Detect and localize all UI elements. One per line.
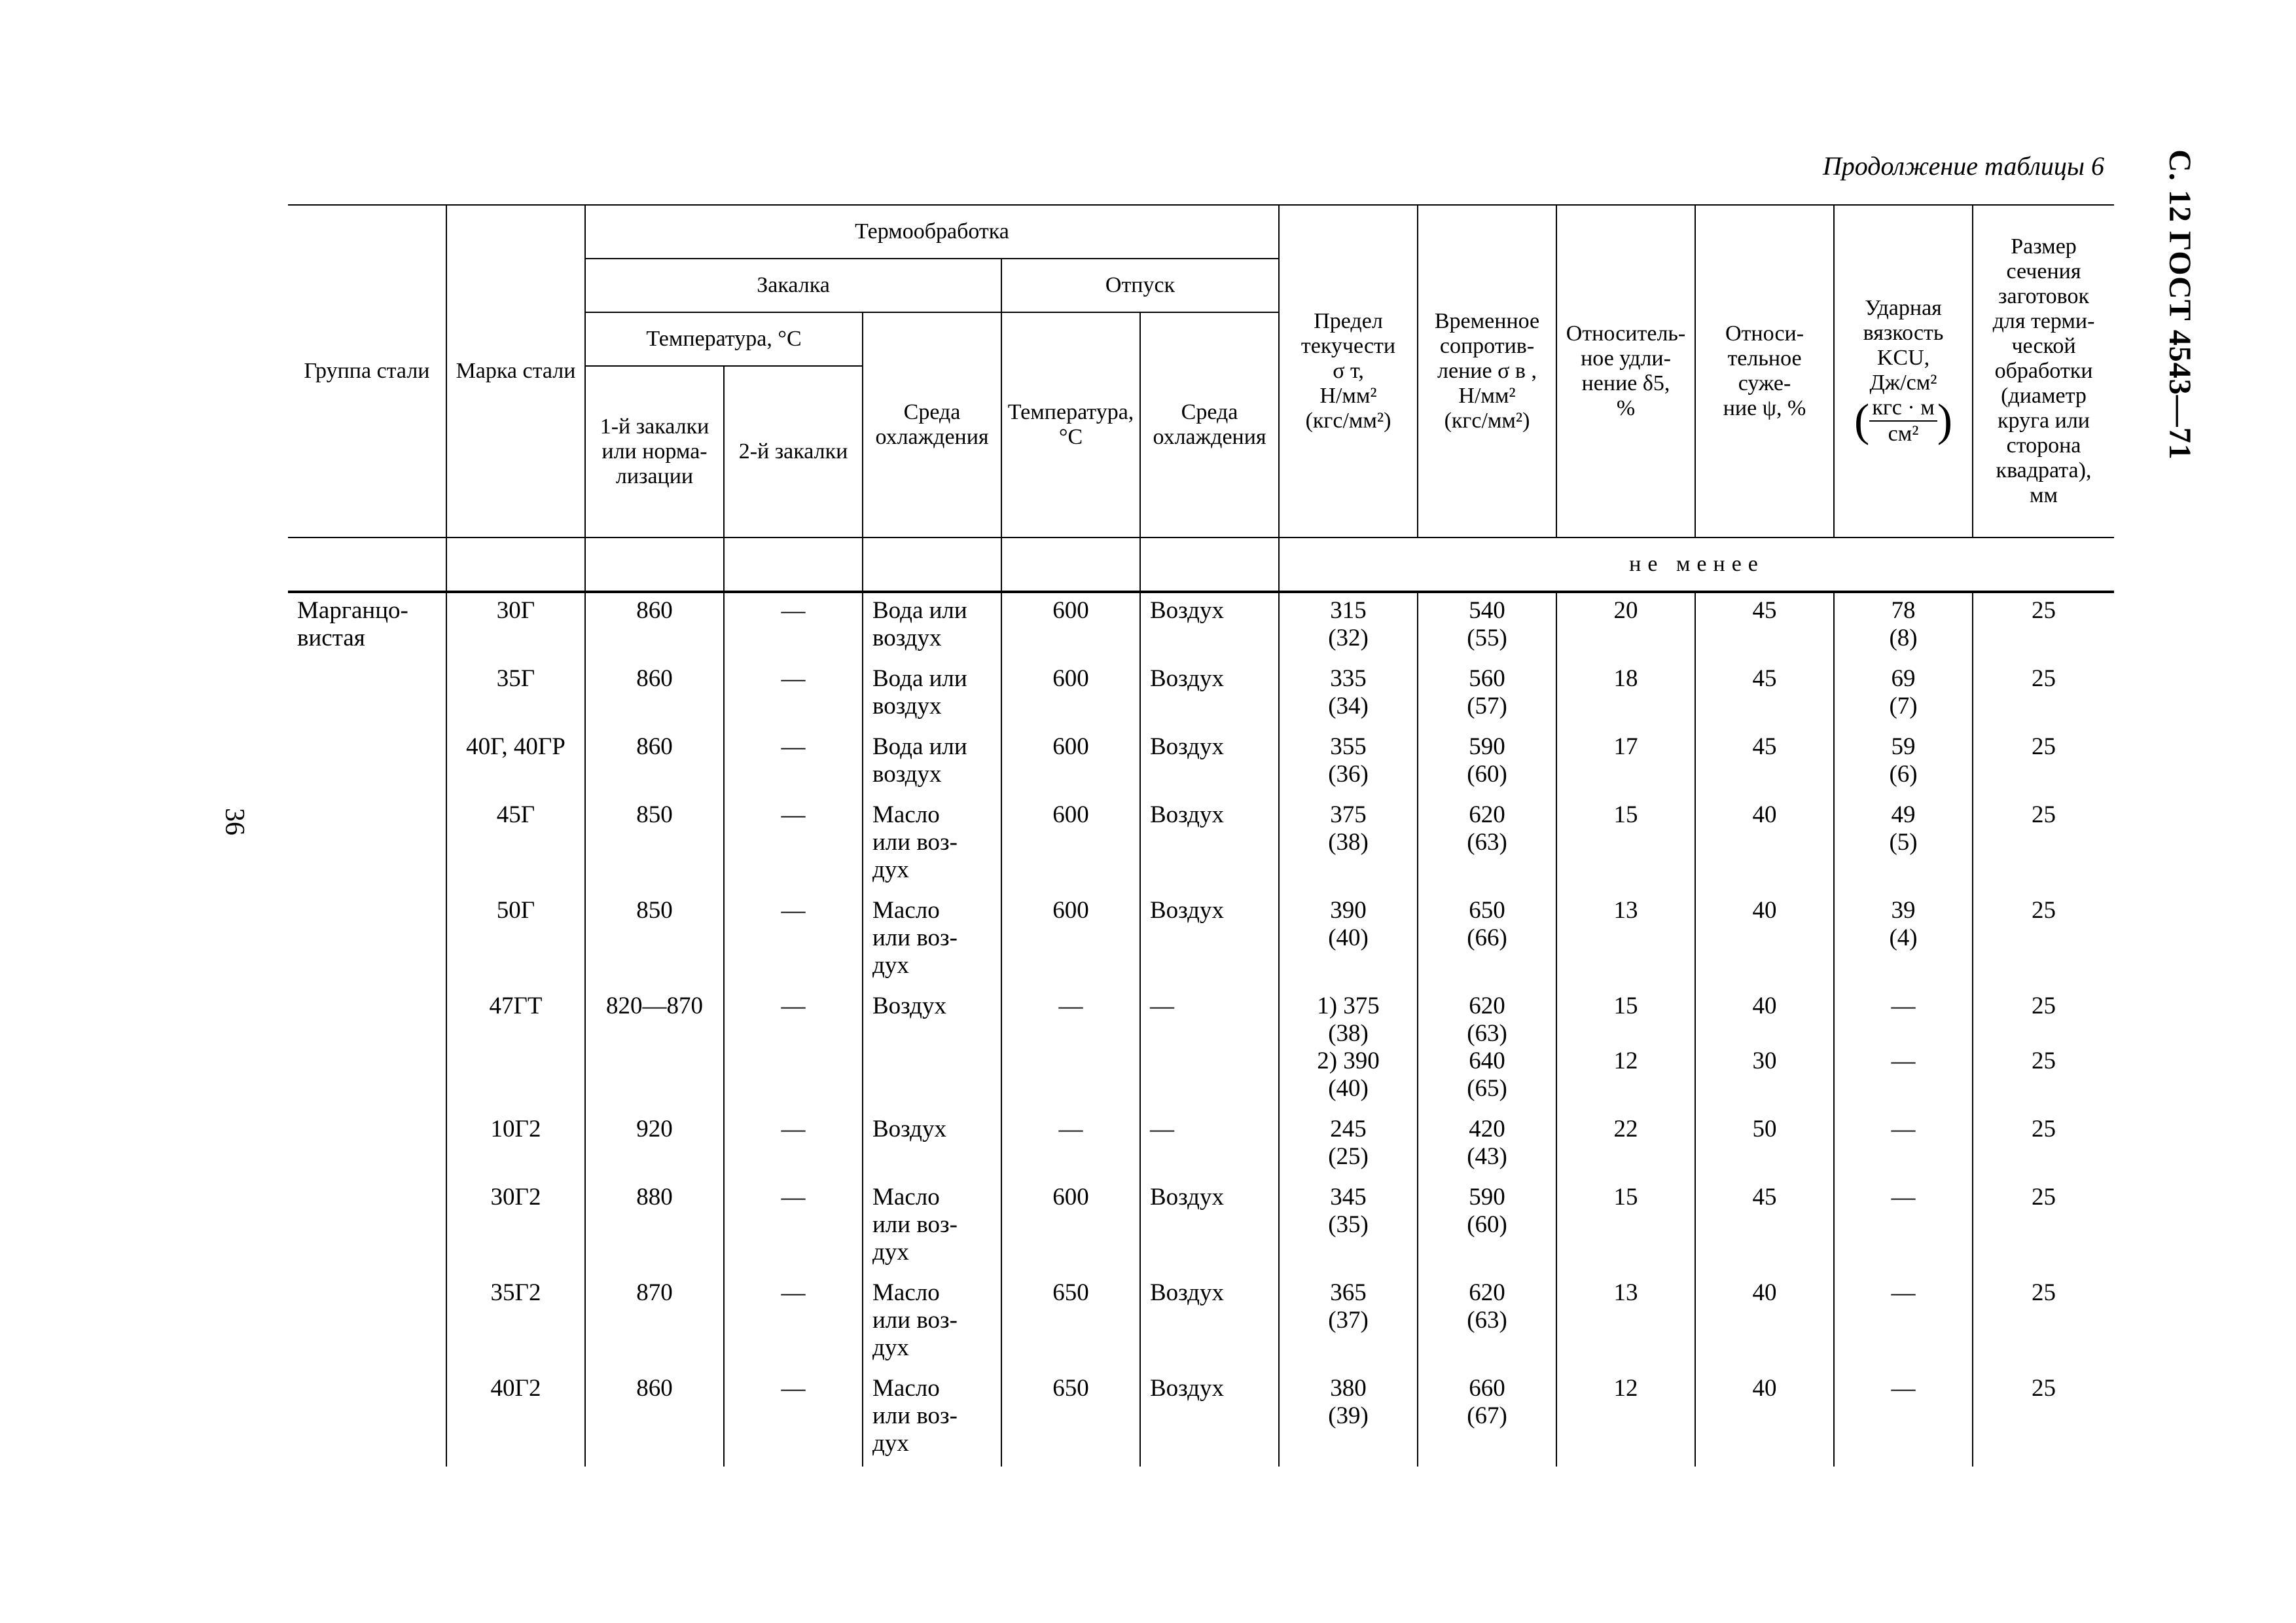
table-row [288,729,2114,797]
cell-yield-strength: 365 (37) [1279,1275,1418,1371]
cell-yield-strength: 380 (39) [1279,1371,1418,1467]
cell-narrowing: 45 [1695,1180,1834,1275]
header-size-l8: круга или [1998,409,2090,433]
cell-quench-temp-1: 880 [585,1180,724,1275]
cell-yield-strength: 355 (36) [1279,729,1418,797]
cell-quench-medium: Вода или воздух [863,661,1001,729]
header-spacer-t1 [585,538,724,591]
cell-section-size: 25 [1973,1180,2114,1275]
header-temper: Отпуск [1001,259,1279,312]
cell-narrowing: 40 [1695,797,1834,893]
cell-tensile-strength: 560 (57) [1418,661,1556,729]
cell-yield-strength: 345 (35) [1279,1180,1418,1275]
header-impact-l2: вязкость [1863,321,1944,345]
cell-quench-medium: Воздух [863,989,1001,1112]
cell-temper-medium: Воздух [1140,661,1279,729]
header-second-quench: 2-й закалки [724,366,863,538]
header-size-l11: мм [2030,483,2058,507]
cell-section-size: 25 [1973,729,2114,797]
header-size-l2: сечения [2006,259,2081,283]
table-caption: Продолжение таблицы 6 [1822,151,2104,181]
cell-section-size: 25 [1973,1112,2114,1180]
cell-impact-kcu: — [1834,1371,1973,1467]
cell-impact-kcu: 49 (5) [1834,797,1973,893]
cell-temper-temp: 600 [1001,729,1140,797]
cell-quench-temp-2: — [724,729,863,797]
header-yield-l1: Предел [1314,309,1383,333]
cell-quench-temp-2: — [724,1371,863,1467]
header-group: Группа стали [288,205,446,538]
cell-section-size: 25 [1973,1275,2114,1371]
cell-quench-temp-1: 850 [585,797,724,893]
cell-temper-medium: Воздух [1140,1180,1279,1275]
cell-quench-temp-2: — [724,893,863,989]
cell-quench-temp-1: 860 [585,729,724,797]
cell-group [288,989,446,1112]
header-narrowing-l2: тельное [1727,346,1802,371]
header-yield-l2: текучести [1300,334,1396,358]
cell-section-size: 25 [1973,893,2114,989]
cell-impact-kcu: 78 (8) [1834,592,1973,661]
cell-quench-temp-1: 820—870 [585,989,724,1112]
cell-quench-temp-2: — [724,989,863,1112]
cell-elongation: 22 [1556,1112,1695,1180]
cell-elongation: 13 [1556,893,1695,989]
header-elongation-l2: ное удли- [1581,346,1671,371]
cell-elongation: 15 [1556,797,1695,893]
cell-quench-medium: Вода или воздух [863,729,1001,797]
header-spacer-cq [863,538,1001,591]
page-number-text: 36 [219,808,249,835]
header-spacer-t2 [724,538,863,591]
header-size-l5: ческой [2011,334,2076,358]
cell-group [288,1371,446,1467]
table-row [288,797,2114,893]
header-yield-l3: σ т, [1333,359,1364,383]
cell-grade: 40Г, 40ГР [446,729,585,797]
header-narrowing-l3: суже- [1738,371,1791,395]
cell-yield-strength: 1) 375 (38) 2) 390 (40) [1279,989,1418,1112]
cell-quench-medium: Масло или воз- дух [863,797,1001,893]
header-elongation [1556,205,1695,538]
cell-impact-kcu: — — [1834,989,1973,1112]
cell-quench-temp-2: — [724,1275,863,1371]
cell-grade: 40Г2 [446,1371,585,1467]
table-row [288,661,2114,729]
table-row [288,989,2114,1112]
cell-grade: 35Г2 [446,1275,585,1371]
cell-temper-medium: Воздух [1140,592,1279,661]
cell-impact-kcu: 69 (7) [1834,661,1973,729]
cell-tensile-strength: 620 (63) [1418,1275,1556,1371]
header-not-less: не менее [1279,538,2114,591]
cell-tensile-strength: 540 (55) [1418,592,1556,661]
cell-temper-temp: — [1001,989,1140,1112]
cell-impact-kcu: 59 (6) [1834,729,1973,797]
table-row [288,592,2114,661]
cell-narrowing: 45 [1695,592,1834,661]
table-row [288,1112,2114,1180]
header-impact-l3: KCU, [1876,346,1930,370]
header-narrowing-l4: ние ψ, % [1723,396,1806,420]
header-grade: Марка стали [446,205,585,538]
cell-section-size: 25 25 [1973,989,2114,1112]
cell-grade: 30Г [446,592,585,661]
cell-narrowing: 40 30 [1695,989,1834,1112]
cell-tensile-strength: 620 (63) [1418,797,1556,893]
cell-tensile-strength: 420 (43) [1418,1112,1556,1180]
cell-yield-strength: 245 (25) [1279,1112,1418,1180]
header-spacer-ct [1140,538,1279,591]
cell-temper-temp: 600 [1001,797,1140,893]
cell-temper-temp: 600 [1001,893,1140,989]
header-impact-l1: Ударная [1865,296,1942,320]
header-narrowing [1695,205,1834,538]
cell-group [288,797,446,893]
header-spacer-grade [446,538,585,591]
cell-impact-kcu: 39 (4) [1834,893,1973,989]
cell-temper-medium: Воздух [1140,797,1279,893]
cell-grade: 50Г [446,893,585,989]
cell-grade: 30Г2 [446,1180,585,1275]
cell-grade: 45Г [446,797,585,893]
header-size-l9: сторона [2006,433,2081,458]
cell-elongation: 15 12 [1556,989,1695,1112]
header-temp-c: Температура, °С [585,312,863,366]
cell-temper-temp: 600 [1001,1180,1140,1275]
cell-impact-kcu: — [1834,1275,1973,1371]
cell-quench-medium: Воздух [863,1112,1001,1180]
header-size-l1: Размер [2011,234,2077,259]
cell-grade: 47ГТ [446,989,585,1112]
cell-impact-kcu: — [1834,1180,1973,1275]
header-size [1973,205,2114,538]
cell-elongation: 20 [1556,592,1695,661]
cell-quench-temp-1: 870 [585,1275,724,1371]
cell-elongation: 12 [1556,1371,1695,1467]
cell-quench-temp-2: — [724,592,863,661]
cell-temper-temp: 600 [1001,592,1140,661]
cell-quench-medium: Масло или воз- дух [863,1180,1001,1275]
header-elongation-l1: Относитель- [1566,321,1686,346]
cell-section-size: 25 [1973,1371,2114,1467]
header-tensile-l1: Временное [1434,309,1540,333]
header-heat-treatment: Термообработка [585,205,1279,259]
header-tensile-l2: сопротив- [1439,334,1535,358]
table-row [288,1275,2114,1371]
cell-impact-kcu: — [1834,1112,1973,1180]
table-row [288,893,2114,989]
cell-temper-medium: Воздух [1140,1371,1279,1467]
cell-section-size: 25 [1973,661,2114,729]
header-first-quench: 1-й закалки или нормализации [585,366,724,538]
cell-yield-strength: 315 (32) [1279,592,1418,661]
cell-elongation: 15 [1556,1180,1695,1275]
impact-frac-denominator: см² [1888,422,1919,446]
header-size-l6: обработки [1994,359,2093,383]
cell-temper-temp: 650 [1001,1371,1140,1467]
cell-elongation: 18 [1556,661,1695,729]
cell-quench-temp-1: 860 [585,1371,724,1467]
cell-quench-temp-1: 920 [585,1112,724,1180]
impact-frac-numerator: кгс · м [1869,395,1937,422]
header-elongation-l3: нение δ5, [1581,371,1670,395]
cell-quench-temp-2: — [724,1112,863,1180]
cell-quench-medium: Масло или воз- дух [863,1371,1001,1467]
cell-section-size: 25 [1973,797,2114,893]
header-cool-medium-quench: Среда охлаждения [863,312,1001,538]
cell-temper-medium: Воздух [1140,1275,1279,1371]
header-tensile-l5: (кгс/мм²) [1444,409,1530,433]
cell-tensile-strength: 620 (63) 640 (65) [1418,989,1556,1112]
cell-narrowing: 40 [1695,1275,1834,1371]
cell-temper-medium: Воздух [1140,893,1279,989]
cell-elongation: 17 [1556,729,1695,797]
table-body [288,592,2114,1467]
header-quench: Закалка [585,259,1001,312]
running-header-text: С. 12 ГОСТ 4543—71 [2162,149,2197,460]
cell-tensile-strength: 650 (66) [1418,893,1556,989]
cell-grade: 10Г2 [446,1112,585,1180]
cell-narrowing: 45 [1695,729,1834,797]
table-row [288,1371,2114,1467]
cell-quench-medium: Вода или воздух [863,592,1001,661]
header-impact-fraction: ( $\frac{\text{кгс · м}}{\text{см²}}$ ) [1854,395,1953,446]
cell-yield-strength: 375 (38) [1279,797,1418,893]
cell-quench-medium: Масло или воз- дух [863,1275,1001,1371]
cell-yield-strength: 390 (40) [1279,893,1418,989]
cell-temper-medium: Воздух [1140,729,1279,797]
cell-narrowing: 50 [1695,1112,1834,1180]
header-size-l3: заготовок [1998,284,2089,308]
header-tensile [1418,205,1556,538]
header-temper-temp: Температура, °С [1001,312,1140,538]
header-cool-medium-temper: Среда охлаждения [1140,312,1279,538]
header-yield-l4: Н/мм² [1319,384,1377,408]
cell-quench-temp-2: — [724,797,863,893]
cell-temper-temp: 650 [1001,1275,1140,1371]
cell-section-size: 25 [1973,592,2114,661]
cell-temper-medium: — [1140,989,1279,1112]
page-number [208,795,260,848]
cell-group [288,1275,446,1371]
cell-temper-temp: — [1001,1112,1140,1180]
table-row [288,1180,2114,1275]
header-tensile-l4: Н/мм² [1458,384,1516,408]
cell-quench-temp-2: — [724,661,863,729]
cell-elongation: 13 [1556,1275,1695,1371]
cell-quench-temp-1: 860 [585,592,724,661]
cell-narrowing: 40 [1695,1371,1834,1467]
header-size-l10: квадрата), [1996,458,2092,483]
steel-properties-table [288,204,2114,1467]
header-tensile-l3: ление σ в , [1437,359,1537,383]
cell-tensile-strength: 590 (60) [1418,1180,1556,1275]
header-yield [1279,205,1418,538]
cell-temper-medium: — [1140,1112,1279,1180]
cell-yield-strength: 335 (34) [1279,661,1418,729]
header-spacer-group [288,538,446,591]
cell-tensile-strength: 660 (67) [1418,1371,1556,1467]
cell-group [288,1112,446,1180]
cell-narrowing: 45 [1695,661,1834,729]
cell-narrowing: 40 [1695,893,1834,989]
cell-quench-temp-2: — [724,1180,863,1275]
cell-group: Марганцо- вистая [288,592,446,661]
header-impact [1834,205,1973,538]
cell-group [288,729,446,797]
header-yield-l5: (кгс/мм²) [1305,409,1391,433]
header-size-l4: для терми- [1992,309,2095,333]
header-impact-l4: Дж/см² [1869,371,1937,395]
running-header [2127,151,2232,458]
cell-quench-temp-1: 860 [585,661,724,729]
cell-tensile-strength: 590 (60) [1418,729,1556,797]
cell-group [288,1180,446,1275]
cell-group [288,893,446,989]
cell-quench-temp-1: 850 [585,893,724,989]
header-size-l7: (диаметр [2001,384,2087,408]
header-spacer-tt [1001,538,1140,591]
header-elongation-l4: % [1616,396,1636,420]
cell-temper-temp: 600 [1001,661,1140,729]
cell-quench-medium: Масло или воз- дух [863,893,1001,989]
cell-group [288,661,446,729]
cell-grade: 35Г [446,661,585,729]
header-narrowing-l1: Относи- [1725,321,1804,346]
